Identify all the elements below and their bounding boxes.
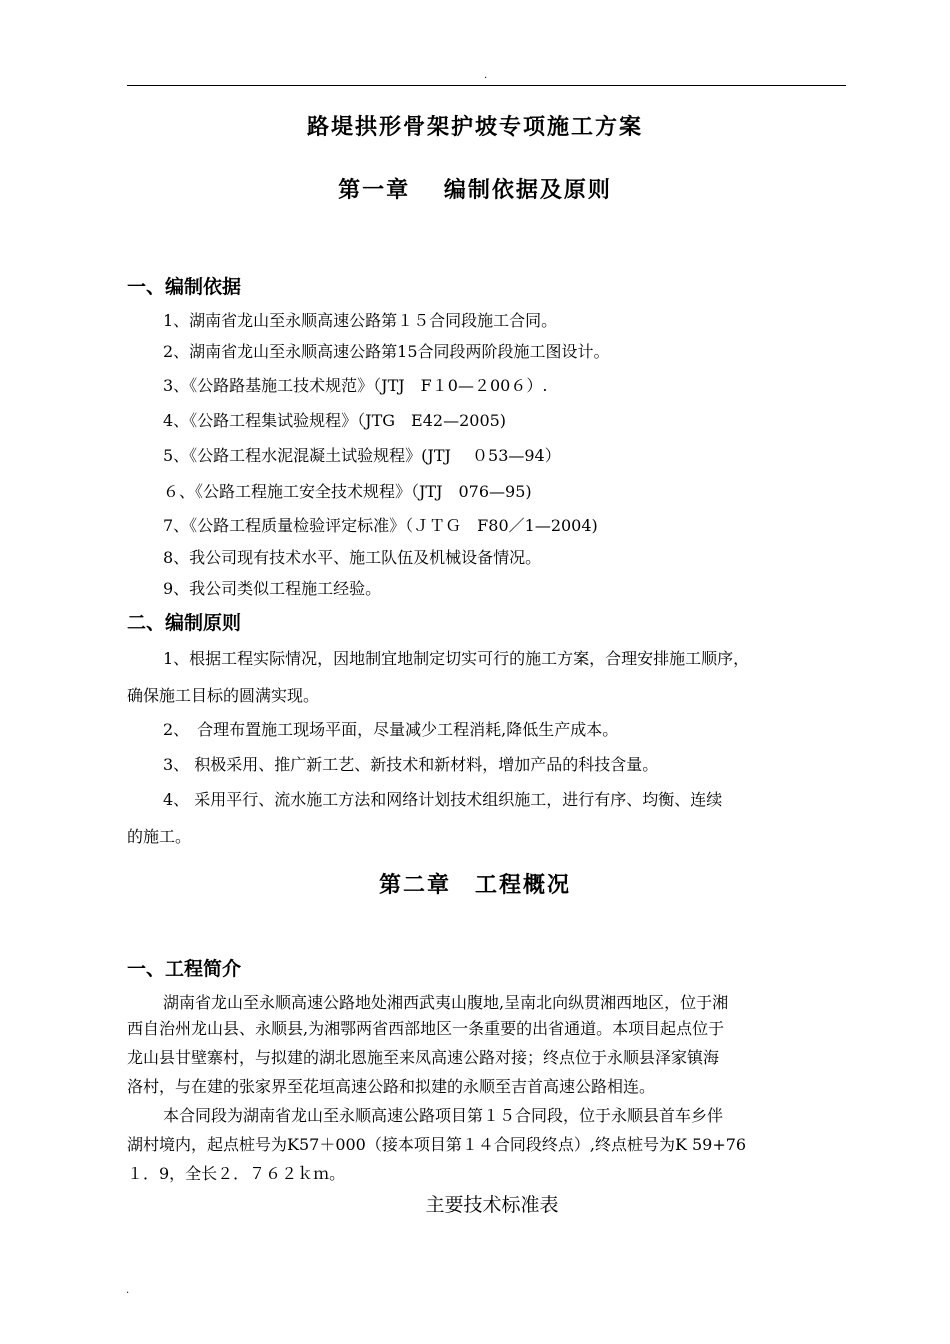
basis-item-9: 9、我公司类似工程施工经验。	[163, 579, 382, 598]
table-caption: 主要技术标准表	[425, 1194, 559, 1216]
overview-line-4: 洛村，与在建的张家界至花垣高速公路和拟建的永顺至吉首高速公路相连。	[127, 1077, 656, 1096]
overview-line-3: 龙山县甘壁寨村，与拟建的湖北恩施至来凤高速公路对接；终点位于永顺县泽家镇海	[127, 1048, 720, 1067]
overview-line-2: 西自治州龙山县、永顺县,为湘鄂两省西部地区一条重要的出省通道。本项目起点位于	[127, 1019, 725, 1038]
section-principles-heading: 二、编制原则	[127, 612, 242, 634]
principle-line-6: 的施工。	[127, 827, 192, 846]
overview-line-6: 湖村境内，起点桩号为K57＋000（接本项目第１４合同段终点）,终点桩号为K 59+76	[127, 1135, 747, 1154]
basis-item-1: 1、湖南省龙山至永顺高速公路第１５合同段施工合同。	[163, 311, 558, 330]
footer-mark: .	[126, 1285, 130, 1296]
basis-item-3: 3、《公路路基施工技术规范》（JTJ F１0—２00６）.	[163, 376, 548, 395]
principle-line-1: 1、根据工程实际情况，因地制宜地制定切实可行的施工方案，合理安排施工顺序，	[163, 649, 750, 668]
overview-line-5: 本合同段为湖南省龙山至永顺高速公路项目第１５合同段，位于永顺县首车乡伴	[163, 1106, 724, 1125]
basis-item-2: 2、湖南省龙山至永顺高速公路第15合同段两阶段施工图设计。	[163, 342, 610, 361]
basis-item-7: 7、《公路工程质量检验评定标准》（ＪＴＧ F80／1—2004)	[163, 516, 598, 535]
chapter-2-title: 第二章 工程概况	[378, 872, 571, 898]
principle-line-4: 3、 积极采用、推广新工艺、新技术和新材料，增加产品的科技含量。	[163, 755, 659, 774]
section-basis-heading: 一、编制依据	[127, 276, 242, 298]
overview-line-1: 湖南省龙山至永顺高速公路地处湘西武夷山腹地,呈南北向纵贯湘西地区，位于湘	[163, 993, 729, 1012]
document-title: 路堤拱形骨架护坡专项施工方案	[306, 114, 643, 140]
principle-line-3: 2、 合理布置施工现场平面，尽量减少工程消耗,降低生产成本。	[163, 720, 619, 739]
overview-line-7: １．9，全长２．７６２ｋｍ。	[127, 1164, 346, 1183]
principle-line-5: 4、 采用平行、流水施工方法和网络计划技术组织施工，进行有序、均衡、连续	[163, 790, 723, 809]
principle-line-2: 确保施工目标的圆满实现。	[127, 686, 320, 705]
header-mark: .	[484, 70, 488, 81]
section-overview-heading: 一、工程简介	[127, 958, 242, 980]
chapter-1-title: 第一章 编制依据及原则	[338, 177, 612, 203]
header-rule	[127, 85, 846, 86]
basis-item-6: ６、《公路工程施工安全技术规程》（JTJ 076—95)	[163, 482, 532, 501]
basis-item-8: 8、我公司现有技术水平、施工队伍及机械设备情况。	[163, 548, 542, 567]
basis-item-4: 4、《公路工程集试验规程》（JTG E42—2005)	[163, 411, 507, 430]
basis-item-5: 5、《公路工程水泥混凝土试验规程》(JTJ ０53—94）	[163, 446, 561, 465]
